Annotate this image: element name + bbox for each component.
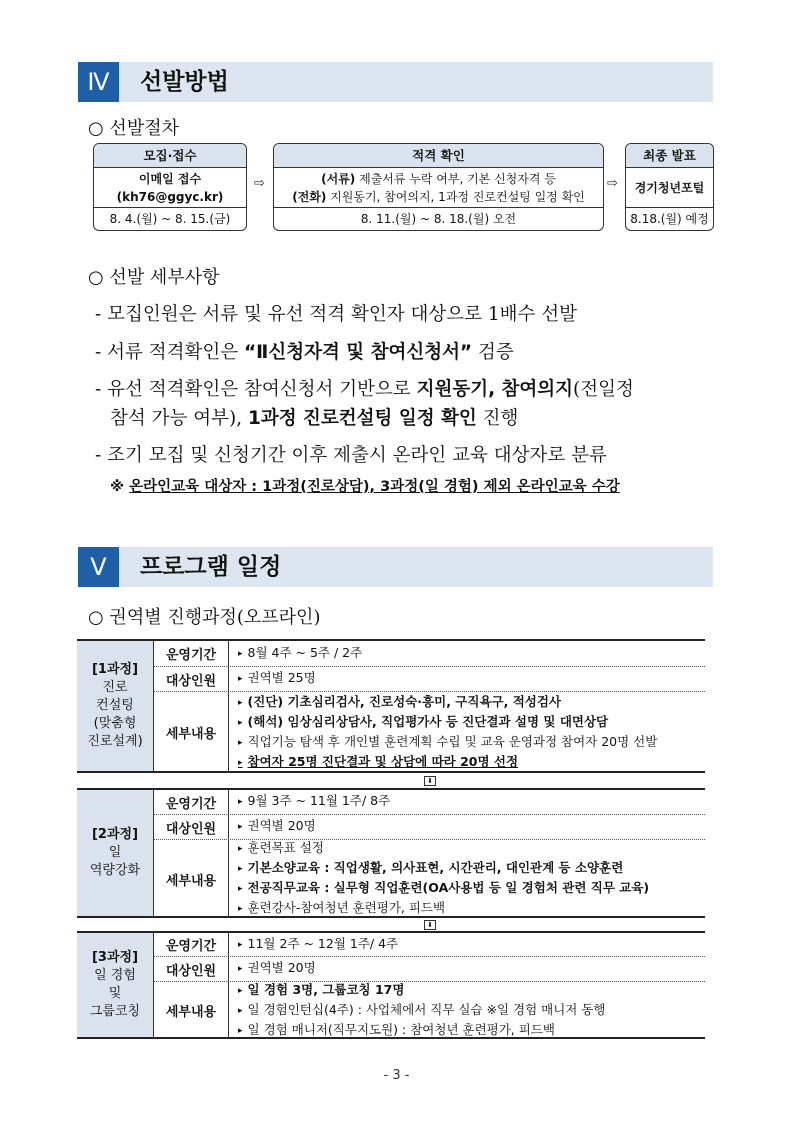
course-1-target-row: 대상인원 ▸ 권역별 25명: [154, 667, 705, 692]
detail-line-5: - 조기 모집 및 신청기간 이후 제출시 온라인 교육 대상자로 분류: [95, 445, 607, 466]
course-3-detail-row: 세부내용 ▸ 일 경험 3명, 그룹코칭 17명 ▸ 일 경험인턴십(4주) : 사업체에서 직무 실습 ※일 경험 매니저 동행 ▸ 일 경험 매니저(직무지도원) : 참여청년 훈련평가, 피드백: [154, 982, 705, 1039]
course-3-target-row: 대상인원 ▸ 권역별 20명: [154, 957, 705, 982]
email-submit-label: 이메일 접수: [138, 171, 202, 186]
detail-line-2: - 서류 적격확인은 “Ⅱ신청자격 및 참여신청서” 검증: [95, 342, 514, 363]
section-4-number: Ⅳ: [78, 62, 119, 102]
course-2-target-row: 대상인원 ▸ 권역별 20명: [154, 815, 705, 840]
flow-step-verify-date: 8. 11.(월) ~ 8. 18.(월) 오전: [360, 212, 517, 226]
page-number: - 3 -: [383, 1068, 410, 1083]
flow-step-verify-body: [274, 168, 603, 208]
verify-phone-line: (전화) 지원동기, 참여의지, 1과정 진로컨설팅 일정 확인: [292, 189, 585, 204]
course-2-table: [77, 788, 705, 918]
detail-line-1: - 모집인원은 서류 및 유선 적격 확인자 대상으로 1배수 선발: [95, 304, 577, 325]
course-1-period-row: 운영기간 ▸ 8월 4주 ~ 5주 / 2주: [154, 641, 705, 667]
flow-step-announce-body: 경기청년포털: [626, 168, 713, 208]
procedure-heading: ○ 선발절차: [88, 118, 179, 139]
flow-step-announce-date: 8.18.(월) 예정: [630, 212, 709, 226]
flow-step-recruit: [93, 143, 247, 231]
section-5-header: [78, 547, 713, 587]
flow-step-announce-title: 최종 발표: [626, 144, 713, 168]
course-1-detail-row: 세부내용 ▸ (진단) 기초심리검사, 진로성숙·흥미, 구직욕구, 적성검사 ▸ (해석) 임상심리상담사, 직업평가사 등 진단결과 설명 및 대면상담 ▸ 직업기능 탐색 후 개인별 훈련계획 수립 및 교육 운영과정 참여자 20명 선발 ▸ 참여자 25명 진단결과 및 상담에 따라 20명 선정: [154, 692, 705, 773]
flow-step-verify-title: 적격 확인: [274, 144, 603, 168]
detail-line-4: 참석 가능 여부), 1과정 진로컨설팅 일정 확인 진행: [110, 408, 519, 429]
course-2-name: [2과정] 일 역량강화: [77, 790, 154, 916]
course-3-name: [3과정] 일 경험 및 그룹코칭: [77, 933, 154, 1037]
email-address: (kh76@ggyc.kr): [116, 189, 224, 204]
details-heading: ○ 선발 세부사항: [88, 267, 220, 288]
section-4-title: 선발방법: [140, 69, 229, 95]
course-1-name: [1과정] 진로 컨설팅 (맞춤형 진로설계): [77, 641, 154, 771]
online-edu-note: ※ 온라인교육 대상자 : 1과정(진로상담), 3과정(일 경험) 제외 온라인교육 수강: [110, 479, 620, 495]
verify-docs-line: (서류) 제출서류 누락 여부, 기본 신청자격 등: [321, 171, 556, 186]
flow-step-verify: [273, 143, 604, 231]
course-2-period-row: 운영기간 ▸ 9월 3주 ~ 11월 1주/ 8주: [154, 790, 705, 815]
down-arrow-icon: ⬇: [424, 920, 436, 930]
flow-step-recruit-body: [94, 168, 246, 208]
course-3-period-row: 운영기간 ▸ 11월 2주 ~ 12월 1주/ 4주: [154, 933, 705, 957]
schedule-heading: ○ 권역별 진행과정(오프라인): [88, 607, 321, 628]
course-1-table: [77, 639, 705, 773]
down-arrow-icon: ⬇: [424, 776, 436, 786]
flow-step-announce: [625, 143, 714, 231]
flow-step-recruit-title: 모집·접수: [94, 144, 246, 168]
section-5-number: Ⅴ: [78, 547, 119, 587]
section-4-header: [78, 62, 713, 102]
course-3-table: [77, 931, 705, 1039]
detail-line-3: - 유선 적격확인은 참여신청서 기반으로 지원동기, 참여의지(전일정: [95, 379, 634, 400]
course-2-detail-row: 세부내용 ▸ 훈련목표 설정 ▸ 기본소양교육 : 직업생활, 의사표현, 시간관리, 대인관계 등 소양훈련 ▸ 전공직무교육 : 실무형 직업훈련(OA사용법 등 일 경험처 관련 직무 교육) ▸ 훈련강사-참여청년 훈련평가, 피드백: [154, 840, 705, 918]
flow-arrow-2: ⇨: [607, 176, 618, 191]
section-5-title: 프로그램 일정: [140, 554, 282, 580]
flow-step-recruit-date: 8. 4.(월) ~ 8. 15.(금): [109, 212, 231, 226]
flow-arrow-1: ⇨: [254, 176, 265, 191]
